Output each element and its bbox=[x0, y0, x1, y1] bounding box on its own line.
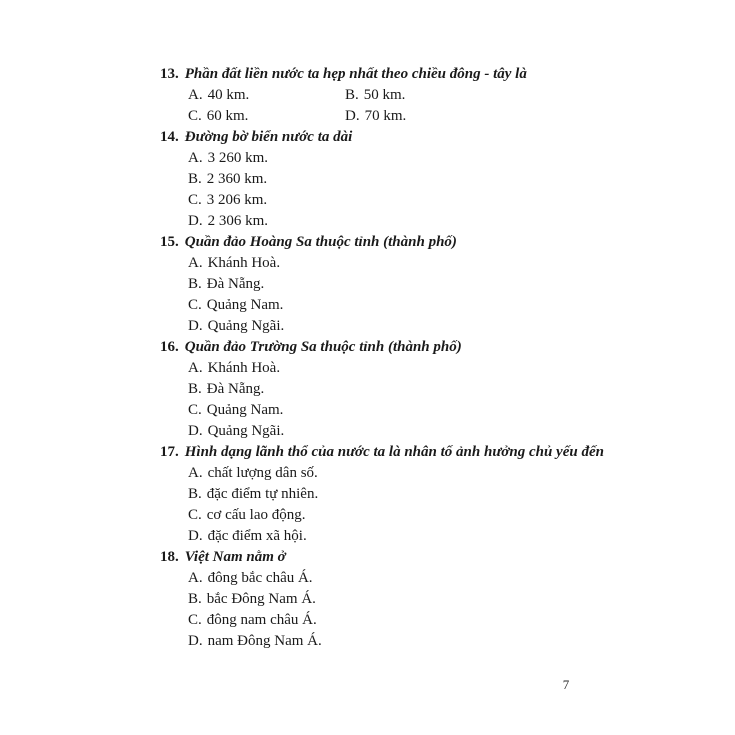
question-block bbox=[0, 64, 735, 127]
answer-option bbox=[188, 528, 307, 544]
option-line bbox=[0, 463, 735, 484]
option-line bbox=[0, 526, 735, 547]
answer-option bbox=[345, 106, 406, 127]
option-text: đặc điểm tự nhiên. bbox=[206, 486, 319, 502]
option-text: đặc điểm xã hội. bbox=[207, 528, 307, 544]
option-text: Quảng Ngãi. bbox=[207, 423, 285, 439]
answer-option bbox=[188, 402, 283, 418]
option-line bbox=[0, 148, 735, 169]
option-letter: A. bbox=[188, 360, 203, 376]
option-letter: A. bbox=[188, 570, 203, 586]
page-number: 7 bbox=[562, 677, 570, 692]
option-letter: C. bbox=[188, 297, 202, 313]
answer-option bbox=[188, 255, 280, 271]
answer-option bbox=[188, 213, 268, 229]
option-letter: A. bbox=[188, 465, 203, 481]
option-letter: A. bbox=[188, 255, 203, 271]
question-text: Quần đảo Trường Sa thuộc tỉnh (thành phố) bbox=[184, 339, 462, 355]
option-row bbox=[0, 106, 735, 127]
option-text: Đà Nẵng. bbox=[206, 276, 265, 292]
question-text: Việt Nam nằm ở bbox=[184, 549, 286, 565]
option-line bbox=[0, 295, 735, 316]
answer-option bbox=[188, 150, 268, 166]
answer-option bbox=[188, 171, 267, 187]
option-letter: C. bbox=[188, 192, 202, 208]
question-stem bbox=[0, 337, 735, 358]
option-line bbox=[0, 421, 735, 442]
option-text: 70 km. bbox=[364, 108, 407, 124]
option-line bbox=[0, 316, 735, 337]
option-text: nam Đông Nam Á. bbox=[207, 633, 322, 649]
option-text: 3 206 km. bbox=[206, 192, 268, 208]
option-letter: B. bbox=[188, 591, 202, 607]
option-line bbox=[0, 631, 735, 652]
question-block bbox=[0, 442, 735, 547]
answer-option bbox=[345, 85, 405, 106]
option-line bbox=[0, 610, 735, 631]
option-line bbox=[0, 568, 735, 589]
option-text: Đà Nẵng. bbox=[206, 381, 265, 397]
question-number: 15. bbox=[160, 234, 179, 250]
answer-option bbox=[188, 507, 306, 523]
option-letter: D. bbox=[188, 528, 203, 544]
question-text: Phần đất liền nước ta hẹp nhất theo chiều đông - tây là bbox=[184, 66, 527, 82]
option-line bbox=[0, 589, 735, 610]
option-letter: D. bbox=[345, 108, 360, 124]
option-line bbox=[0, 358, 735, 379]
option-line bbox=[0, 400, 735, 421]
option-line bbox=[0, 274, 735, 295]
answer-option bbox=[188, 318, 284, 334]
question-stem bbox=[0, 64, 735, 85]
question-list bbox=[0, 64, 735, 652]
option-line bbox=[0, 190, 735, 211]
option-letter: C. bbox=[188, 402, 202, 418]
answer-option bbox=[188, 465, 318, 481]
option-line bbox=[0, 484, 735, 505]
answer-option bbox=[188, 423, 284, 439]
answer-option bbox=[188, 360, 280, 376]
option-letter: C. bbox=[188, 507, 202, 523]
question-number: 18. bbox=[160, 549, 179, 565]
question-stem bbox=[0, 232, 735, 253]
answer-option bbox=[188, 591, 316, 607]
option-line bbox=[0, 505, 735, 526]
question-text: Hình dạng lãnh thổ của nước ta là nhân tố ảnh hưởng chủ yếu đến bbox=[184, 444, 604, 460]
answer-option bbox=[188, 106, 345, 127]
question-block bbox=[0, 127, 735, 232]
option-letter: A. bbox=[188, 87, 203, 103]
question-block bbox=[0, 232, 735, 337]
option-letter: D. bbox=[188, 633, 203, 649]
option-text: cơ cấu lao động. bbox=[206, 507, 306, 523]
option-letter: A. bbox=[188, 150, 203, 166]
question-block bbox=[0, 337, 735, 442]
answer-option bbox=[188, 381, 264, 397]
option-letter: C. bbox=[188, 108, 202, 124]
option-letter: B. bbox=[188, 276, 202, 292]
option-text: bắc Đông Nam Á. bbox=[206, 591, 316, 607]
answer-option bbox=[188, 612, 317, 628]
option-text: 40 km. bbox=[207, 87, 250, 103]
option-text: Khánh Hoà. bbox=[207, 360, 281, 376]
question-stem bbox=[0, 442, 735, 463]
option-text: Quảng Nam. bbox=[206, 297, 284, 313]
answer-option bbox=[188, 570, 313, 586]
question-number: 13. bbox=[160, 66, 179, 82]
option-text: 2 360 km. bbox=[206, 171, 268, 187]
option-text: 60 km. bbox=[206, 108, 249, 124]
answer-option bbox=[188, 276, 264, 292]
option-text: đông bắc châu Á. bbox=[207, 570, 313, 586]
option-letter: B. bbox=[188, 381, 202, 397]
question-number: 17. bbox=[160, 444, 179, 460]
option-line bbox=[0, 253, 735, 274]
option-text: chất lượng dân số. bbox=[207, 465, 318, 481]
option-text: 3 260 km. bbox=[207, 150, 269, 166]
option-line bbox=[0, 379, 735, 400]
option-text: 2 306 km. bbox=[207, 213, 269, 229]
option-row bbox=[0, 85, 735, 106]
answer-option bbox=[188, 192, 267, 208]
option-line bbox=[0, 169, 735, 190]
question-text: Quần đảo Hoàng Sa thuộc tỉnh (thành phố) bbox=[184, 234, 457, 250]
question-stem bbox=[0, 127, 735, 148]
option-letter: B. bbox=[345, 87, 359, 103]
option-letter: B. bbox=[188, 171, 202, 187]
option-letter: C. bbox=[188, 612, 202, 628]
question-number: 14. bbox=[160, 129, 179, 145]
question-stem bbox=[0, 547, 735, 568]
answer-option bbox=[188, 85, 345, 106]
option-letter: D. bbox=[188, 423, 203, 439]
question-text: Đường bờ biển nước ta dài bbox=[184, 129, 353, 145]
answer-option bbox=[188, 486, 318, 502]
question-block bbox=[0, 547, 735, 652]
option-text: Khánh Hoà. bbox=[207, 255, 281, 271]
option-letter: B. bbox=[188, 486, 202, 502]
answer-option bbox=[188, 633, 322, 649]
option-letter: D. bbox=[188, 318, 203, 334]
question-number: 16. bbox=[160, 339, 179, 355]
option-letter: D. bbox=[188, 213, 203, 229]
option-text: 50 km. bbox=[363, 87, 406, 103]
option-text: Quảng Nam. bbox=[206, 402, 284, 418]
option-text: Quảng Ngãi. bbox=[207, 318, 285, 334]
option-line bbox=[0, 211, 735, 232]
option-text: đông nam châu Á. bbox=[206, 612, 317, 628]
answer-option bbox=[188, 297, 283, 313]
